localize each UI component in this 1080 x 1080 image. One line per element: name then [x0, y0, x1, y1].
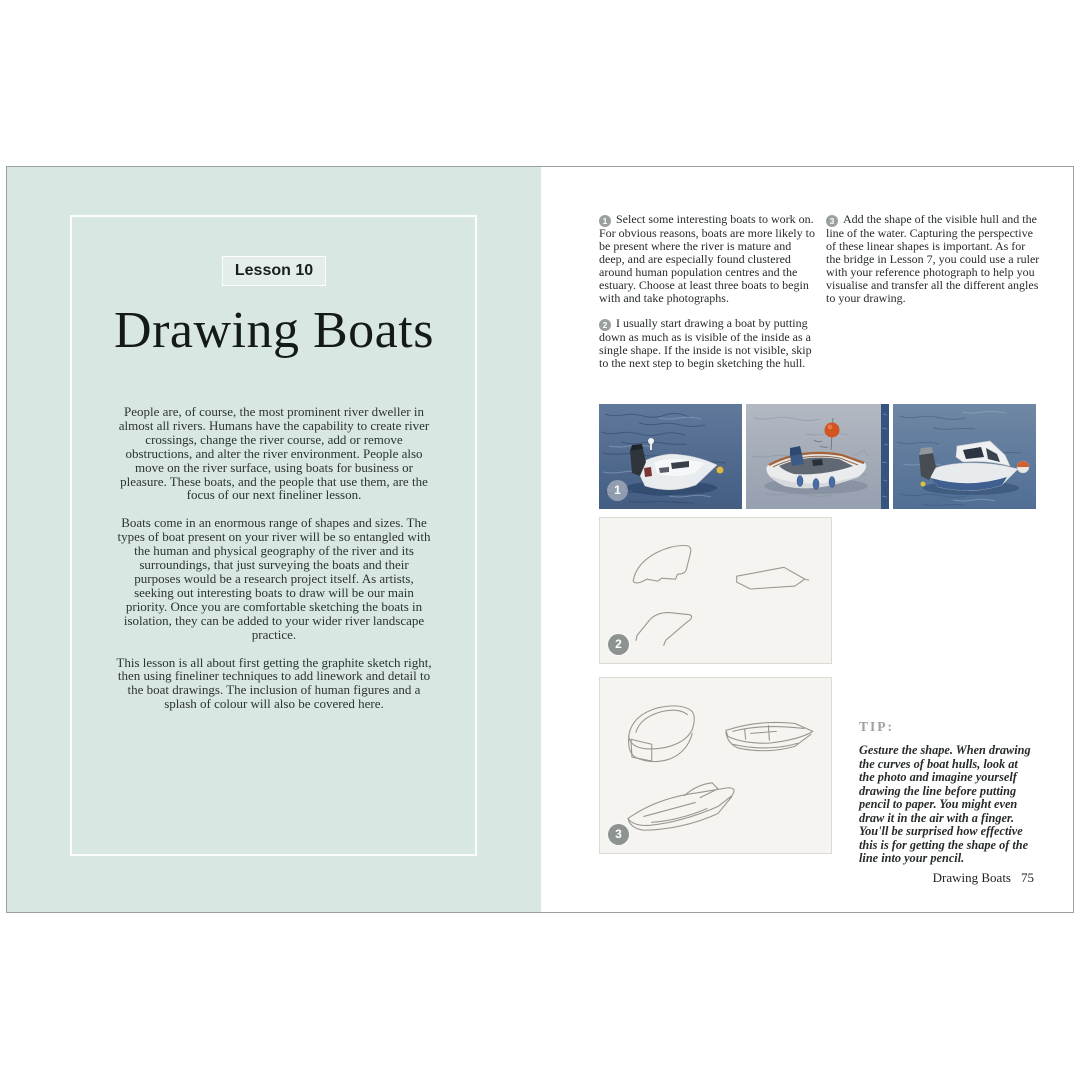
left-page: [7, 167, 541, 912]
chapter-intro: [116, 405, 432, 725]
tip-text: Gesture the shape. When drawing the curves of boat hulls, look at the photo and imagine yourself drawing the line before putting pencil to paper. You might even draw it in the air with a finger. You'll be surprised how effective this is for getting the shape of the line into your pencil.: [859, 743, 1031, 865]
book-spread: [6, 166, 1074, 913]
figure-badge: 2: [608, 634, 629, 655]
step-3-text: Add the shape of the visible hull and the line of the water. Capturing the perspective of these linear shapes is important. As for the bridge in Lesson 7, you could use a ruler with your reference photograph to help you visualise and transfer all the different angles to your drawing.: [826, 212, 1040, 305]
figure-sketch-hulls: [599, 677, 832, 854]
tip-box: [859, 719, 1031, 866]
boat-photo-1: [599, 404, 742, 509]
figure-badge: 3: [608, 824, 629, 845]
lesson-number-label: Lesson 10: [222, 256, 326, 286]
boat-photo-2-image: [746, 404, 889, 509]
step-2-number-icon: 2: [599, 319, 611, 331]
step-1-number-icon: 1: [599, 215, 611, 227]
chapter-title: Drawing Boats: [114, 302, 434, 359]
step-2: [599, 317, 817, 370]
intro-paragraph: This lesson is all about first getting the graphite sketch right, then using fineliner techniques to add linework and detail to the boat drawings. The inclusion of human figures and a splash of colour will also be covered here.: [116, 654, 432, 712]
sketch-shapes-image: [600, 518, 831, 663]
step-3-number-icon: 3: [826, 215, 838, 227]
step-1: [599, 213, 817, 304]
boat-photo-3-image: [893, 404, 1036, 509]
figure-sketch-shapes: [599, 517, 832, 664]
figure-badge: 1: [607, 480, 628, 501]
intro-paragraph: People are, of course, the most prominent river dweller in almost all rivers. Humans have the capability to create river crossings, change the river course, add or remove obstructions, and alter the river environment. People also move on the river surface, using boats for business or pleasure. These boats, and the people that use them, are the focus of our next fineliner lesson.: [118, 404, 430, 503]
page-footer: [933, 870, 1034, 886]
step-2-text: I usually start drawing a boat by putting down as much as is visible of the inside as a single shape. If the inside is not visible, skip to the next step to begin sketching the hull.: [599, 316, 812, 371]
page-number: 75: [1021, 870, 1034, 885]
boat-photo-3: [893, 404, 1036, 509]
step-3: [826, 213, 1040, 304]
intro-paragraph: Boats come in an enormous range of shapes and sizes. The types of boat present on your river will be so entangled with the human and physical geography of the river and its surroundings, that just surveying the boats and their purposes would be a research project itself. As artists, seeking out interesting boats to draw will be our main priority. Once you are comfortable sketching the boats in isolation, they can be added to your wider river landscape practice.: [117, 515, 431, 642]
instructions-column-1: [599, 213, 817, 383]
figure-reference-photos: [599, 404, 1036, 509]
sketch-hulls-image: [600, 678, 831, 853]
instructions-column-2: [826, 213, 1040, 317]
step-1-text: Select some interesting boats to work on. For obvious reasons, boats are more likely to be present where the river is mature and deep, and are especially found clustered around human population centres and the estuary. Choose at least three boats to begin with and take photographs.: [599, 212, 815, 305]
boat-photo-2: [746, 404, 889, 509]
running-header-chapter: Drawing Boats: [932, 870, 1011, 885]
tip-heading: TIP:: [859, 719, 894, 734]
